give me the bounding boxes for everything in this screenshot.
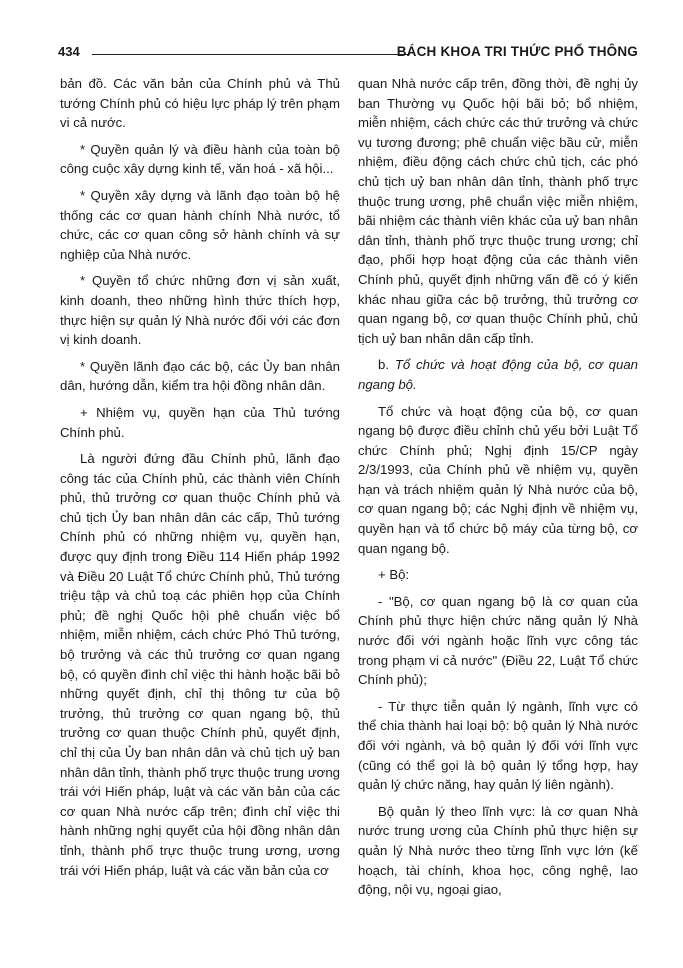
paragraph: * Quyền xây dựng và lãnh đạo toàn bộ hệ thống các cơ quan hành chính Nhà nước, tổ chức, các cơ quan công sở hành chính và sự nghiệp của Nhà nước. bbox=[60, 187, 340, 262]
section-heading-title: Tổ chức và hoạt động của bộ, cơ quan ngang bộ. bbox=[358, 357, 638, 392]
paragraph: + Nhiệm vụ, quyền hạn của Thủ tướng Chính phủ. bbox=[60, 404, 340, 440]
paragraph: * Quyền lãnh đạo các bộ, các Ủy ban nhân dân, hướng dẫn, kiểm tra hội đồng nhân dân. bbox=[60, 358, 340, 394]
paragraph: Bộ quản lý theo lĩnh vực: là cơ quan Nhà nước trung ương của Chính phủ thực hiện sự quản lý Nhà nước theo từng lĩnh vực lớn (kế hoạch, tài chính, khoa học, công nghệ, lao động, nội vụ, ngoại giao, bbox=[358, 803, 638, 898]
section-heading bbox=[358, 355, 638, 394]
page-number: 434 bbox=[58, 44, 80, 59]
right-column bbox=[358, 74, 638, 907]
paragraph: Tổ chức và hoạt động của bộ, cơ quan ngang bộ được điều chỉnh chủ yếu bởi Luật Tổ chức Chính phủ; Nghị định 15/CP ngày 2/3/1993, của Chính phủ về nhiệm vụ, quyền hạn và trách nhiệm quản lý Nhà nước của bộ, cơ quan ngang bộ; các Nghị định về nhiệm vụ, quyền hạn và tổ chức bộ máy của từng bộ, cơ quan ngang bộ. bbox=[358, 403, 638, 556]
paragraph: * Quyền tổ chức những đơn vị sản xuất, kinh doanh, theo những hình thức thích hợp, thực hiện sự quản lý Nhà nước đối với các đơn vị kinh doanh. bbox=[60, 273, 340, 348]
paragraph: - "Bộ, cơ quan ngang bộ là cơ quan của Chính phủ thực hiện chức năng quản lý Nhà nước đối với ngành hoặc lĩnh vực công tác trong phạm vi cả nước" (Điều 22, Luật Tổ chức Chính phủ); bbox=[358, 593, 638, 688]
paragraph: - Từ thực tiễn quản lý ngành, lĩnh vực có thể chia thành hai loại bộ: bộ quản lý Nhà nước đối với ngành, và bộ quản lý đối với lĩnh vực (cũng có thể gọi là bộ quản lý tổng hợp, hay quản lý chức năng, hay quản lý liên ngành). bbox=[358, 698, 638, 793]
page-header bbox=[58, 44, 638, 66]
left-column bbox=[60, 74, 340, 887]
paragraph: + Bộ: bbox=[378, 567, 410, 583]
paragraph: Là người đứng đầu Chính phủ, lãnh đạo công tác của Chính phủ, các thành viên Chính phủ, thủ trưởng cơ quan thuộc Chính phủ và chủ tịch Ủy ban nhân dân các cấp, Thủ tướng Chính phủ có những nhiệm vụ, quyền hạn, được quy định trong Điều 114 Hiến pháp 1992 và Điều 20 Luật Tổ chức Chính phủ, Thủ tướng triệu tập và chủ toạ các phiên họp của Chính phủ; đề nghị Quốc hội phê chuẩn việc bổ nhiệm, miễn nhiệm, cách chức Phó Thủ tướng, bộ trưởng và các thủ trưởng cơ quan ngang bộ, có quyền đình chỉ việc thi hành hoặc bãi bỏ những quyết định, chỉ thị thông tư của bộ trưởng, thủ trưởng cơ quan ngang bộ, thủ trưởng cơ quan thuộc Chính phủ, quyết định, chỉ thị của Ủy ban nhân dân và chủ tịch uỷ ban nhân dân tỉnh, thành phố trực thuộc trung ương trái với Hiến pháp, luật và các văn bản của các cơ quan Nhà nước cấp trên; đình chỉ việc thi hành những nghị quyết của hội đồng nhân dân tỉnh, thành phố trực thuộc trung ương, ương trái với Hiến pháp, luật và các văn bản của cơ bbox=[60, 451, 340, 878]
paragraph: * Quyền quản lý và điều hành của toàn bộ công cuộc xây dựng kinh tế, văn hoá - xã hội... bbox=[60, 141, 340, 177]
header-divider bbox=[92, 54, 410, 55]
paragraph: bản đồ. Các văn bản của Chính phủ và Thủ tướng Chính phủ có hiệu lực pháp lý trên phạm vi cả nước. bbox=[60, 76, 340, 131]
running-title: BÁCH KHOA TRI THỨC PHỔ THÔNG bbox=[396, 44, 638, 59]
section-heading-prefix: b. bbox=[378, 357, 395, 373]
paragraph: quan Nhà nước cấp trên, đồng thời, đề nghị ủy ban Thường vụ Quốc hội bãi bỏ; bổ nhiệm, miễn nhiệm, cách chức các thứ trưởng và chức vụ tương đương; phê chuẩn việc bầu cử, miễn nhiệm, điều động cách chức chủ tịch, các phó chủ tịch uỷ ban nhân dân tỉnh, thành phố trực thuộc trung ương, phê chuẩn việc miễn nhiệm, bãi nhiệm các thành viên khác của uỷ ban nhân dân tỉnh, thành phố trực thuộc trung ương; chỉ đạo, phối hợp hoạt động của các thành viên Chính phủ, quyết định những vấn đề có ý kiến khác nhau giữa các bộ trưởng, thủ trưởng cơ quan ngang bộ, cơ quan thuộc Chính phủ, chủ tịch uỷ ban nhân dân cấp tỉnh. bbox=[358, 76, 638, 346]
